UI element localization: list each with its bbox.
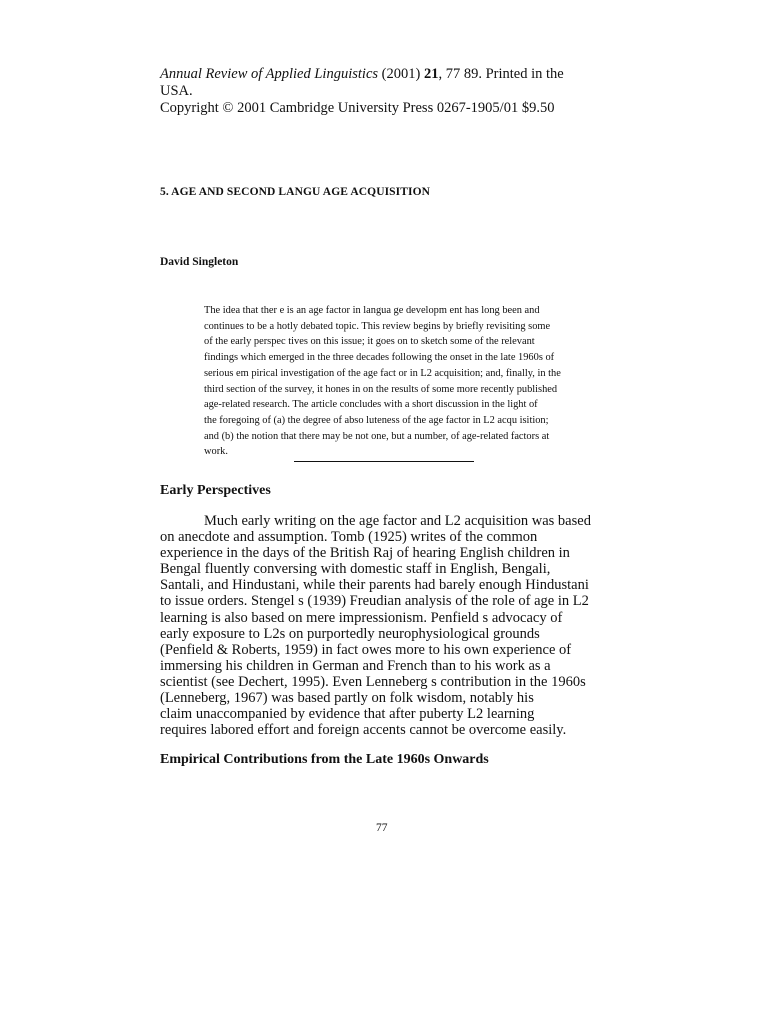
chapter-title: 5. AGE AND SECOND LANGU AGE ACQUISITION bbox=[160, 186, 431, 198]
citation-header bbox=[160, 66, 600, 117]
abstract-line: The idea that ther e is an age factor in langua ge developm ent has long been and bbox=[204, 305, 540, 316]
body-line: Santali, and Hindustani, while their parents had barely enough Hindustani bbox=[160, 577, 589, 594]
abstract-line: the foregoing of (a) the degree of abso luteness of the age factor in L2 acqu isition; bbox=[204, 414, 549, 426]
abstract-divider bbox=[294, 461, 474, 462]
body-line: (Lenneberg, 1967) was based partly on folk wisdom, notably his bbox=[160, 690, 534, 707]
journal-name: Annual Review of Applied Linguistics bbox=[160, 66, 379, 82]
abstract-line: work. bbox=[204, 446, 228, 458]
body-line: requires labored effort and foreign accents cannot be overcome easily. bbox=[160, 722, 567, 739]
body-line: claim unaccompanied by evidence that after puberty L2 learning bbox=[160, 706, 535, 723]
body-line: to issue orders. Stengel s (1939) Freudian analysis of the role of age in L2 bbox=[160, 593, 589, 610]
copyright-line: Copyright © 2001 Cambridge University Press 0267-1905/01 $9.50 bbox=[160, 100, 555, 116]
abstract-line: third section of the survey, it hones in on the results of some more recently published bbox=[204, 383, 558, 395]
body-line: scientist (see Dechert, 1995). Even Lenneberg s contribution in the 1960s bbox=[160, 673, 586, 690]
body-line: on anecdote and assumption. Tomb (1925) writes of the common bbox=[160, 529, 538, 546]
abstract-line: continues to be a hotly debated topic. This review begins by briefly revisiting some bbox=[204, 320, 551, 332]
section-heading-empirical-contributions: Empirical Contributions from the Late 1960s Onwards bbox=[160, 752, 489, 767]
abstract-line: age-related research. The article concludes with a short discussion in the light of bbox=[204, 399, 538, 411]
body-line: Bengal fluently conversing with domestic staff in English, Bengali, bbox=[160, 561, 551, 578]
abstract-line: of the early perspec tives on this issue; it goes on to sketch some of the relevant bbox=[204, 336, 535, 348]
abstract bbox=[204, 303, 604, 460]
body-paragraph bbox=[160, 513, 610, 738]
country-line: USA. bbox=[160, 83, 193, 99]
author-name: David Singleton bbox=[160, 256, 239, 268]
citation-line bbox=[160, 66, 600, 83]
body-line: learning is also based on mere impressionism. Penfield s advocacy of bbox=[160, 609, 563, 626]
body-line: (Penfield & Roberts, 1959) in fact owes more to his own experience of bbox=[160, 641, 572, 658]
page-range: , 77 89. Printed in the bbox=[438, 66, 564, 82]
body-line: experience in the days of the British Raj of hearing English children in bbox=[160, 545, 570, 562]
page-number: 77 bbox=[376, 822, 388, 834]
abstract-line: serious em pirical investigation of the age fact or in L2 acquisition; and, finally, in the bbox=[204, 367, 561, 379]
abstract-line: and (b) the notion that there may be not one, but a number, of age-related factors at bbox=[204, 430, 550, 442]
body-line: Much early writing on the age factor and L2 acquisition was based bbox=[204, 513, 591, 529]
body-line: immersing his children in German and French than to his work as a bbox=[160, 657, 551, 674]
volume-number: 21 bbox=[423, 66, 439, 82]
body-line: early exposure to L2s on purportedly neurophysiological grounds bbox=[160, 625, 540, 642]
section-heading-early-perspectives: Early Perspectives bbox=[160, 483, 271, 498]
publication-year: (2001) bbox=[378, 66, 424, 82]
abstract-line: findings which emerged in the three decades following the onset in the late 1960s of bbox=[204, 352, 555, 364]
